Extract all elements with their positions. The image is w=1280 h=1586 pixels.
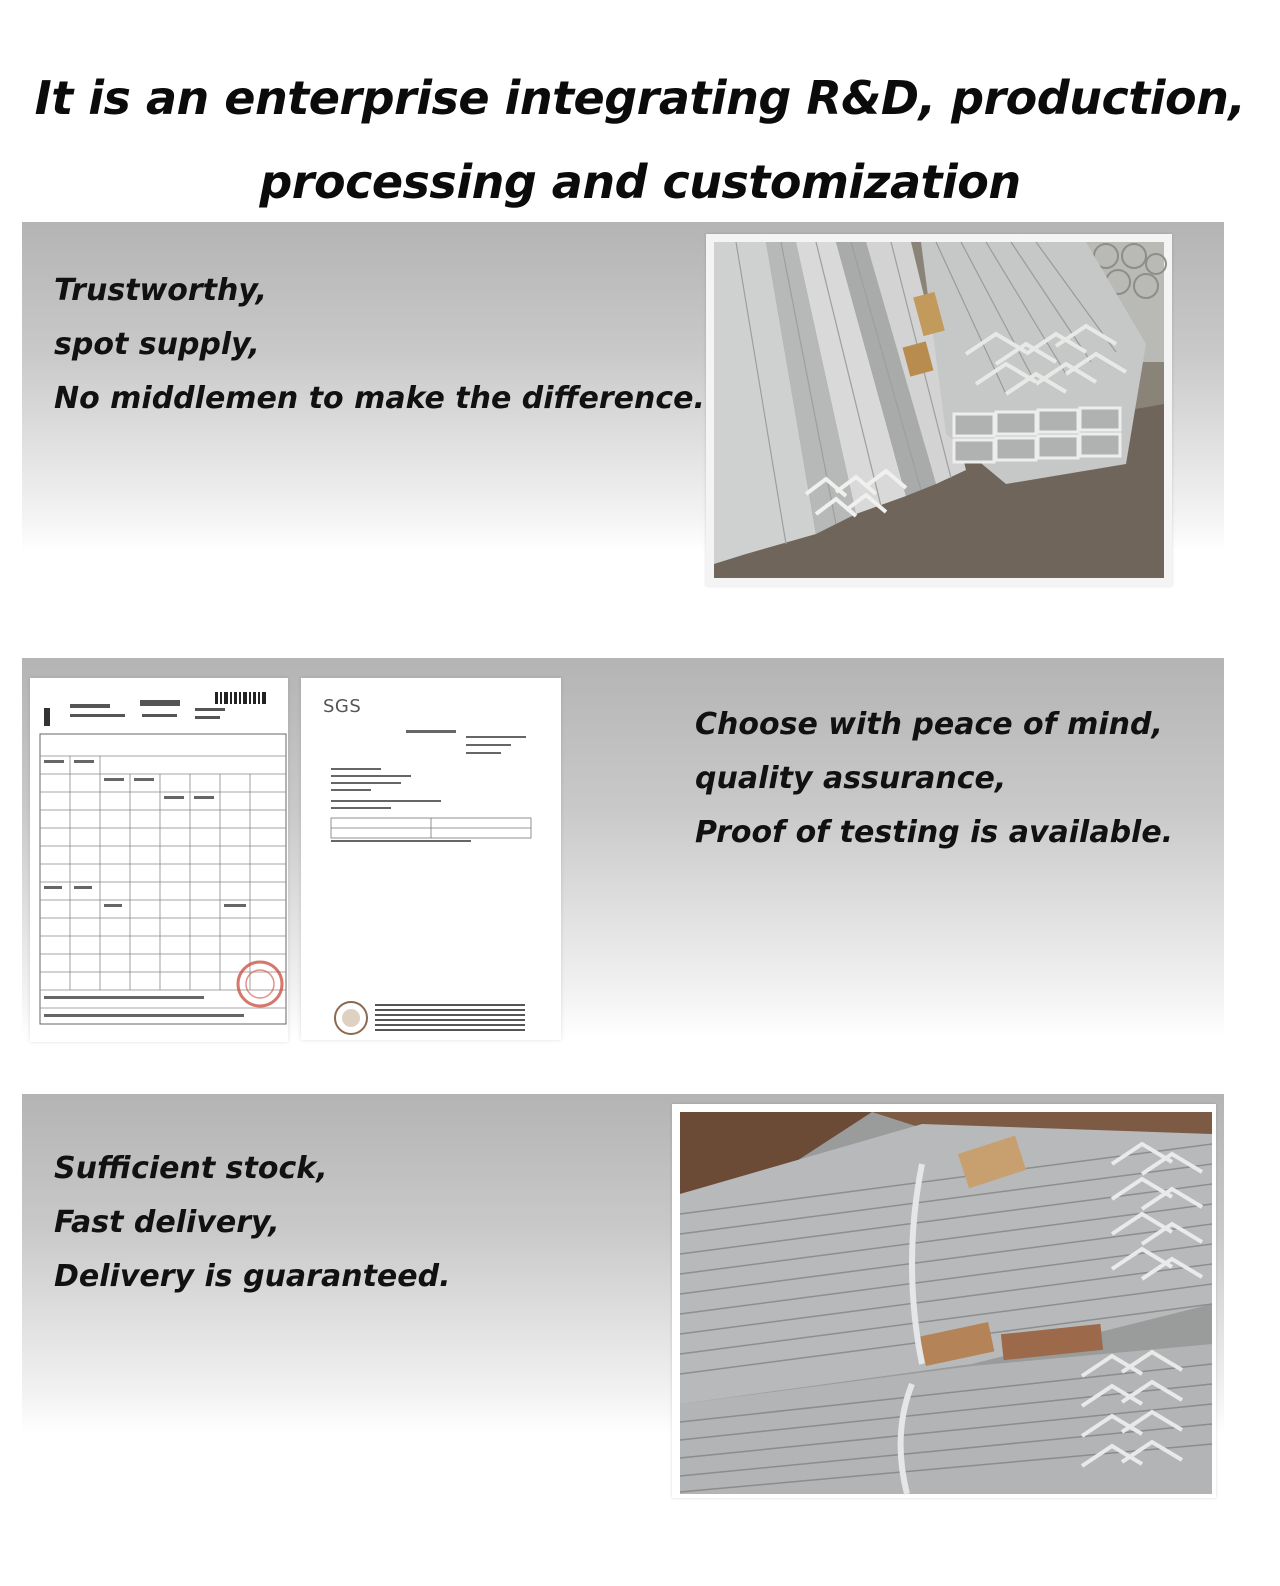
headline-line-2: processing and customization <box>259 155 1021 209</box>
sgs-test-report-image <box>301 678 561 1040</box>
sgs-logo: SGS <box>323 696 362 717</box>
feature-line: Choose with peace of mind, <box>695 707 1163 742</box>
feature-line: No middlemen to make the difference. <box>54 381 705 416</box>
steel-angle-stack-photo <box>706 234 1172 586</box>
feature-text-spot-supply <box>54 264 705 426</box>
feature-line: quality assurance, <box>695 761 1007 796</box>
feature-line: Fast delivery, <box>54 1205 280 1240</box>
galvanized-angle-bundles-photo <box>672 1104 1216 1498</box>
feature-line: Proof of testing is available. <box>695 815 1174 850</box>
feature-text-quality <box>695 698 1173 860</box>
feature-line: Trustworthy, <box>54 273 267 308</box>
feature-line: Delivery is guaranteed. <box>54 1259 451 1294</box>
feature-line: spot supply, <box>54 327 260 362</box>
feature-line: Sufficient stock, <box>54 1151 328 1186</box>
page-headline <box>0 56 1280 224</box>
headline-line-1: It is an enterprise integrating R&D, production, <box>34 71 1246 125</box>
feature-text-delivery <box>54 1142 450 1304</box>
mill-test-certificate-image <box>30 678 288 1042</box>
